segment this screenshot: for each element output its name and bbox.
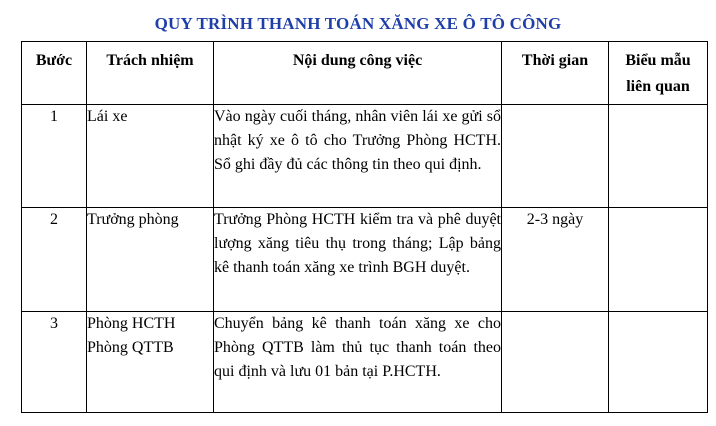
- form-cell: [609, 312, 708, 413]
- responsibility-cell: [87, 312, 214, 413]
- header-content: Nội dung công việc: [214, 42, 502, 105]
- step-cell: 2: [22, 208, 87, 312]
- header-responsibility: Trách nhiệm: [87, 42, 214, 105]
- table-row: [22, 208, 708, 312]
- header-step: Bước: [22, 42, 87, 105]
- responsibility-cell: [87, 208, 214, 312]
- content-cell: Vào ngày cuối tháng, nhân viên lái xe gửi sổ nhật ký xe ô tô cho Trưởng Phòng HCTH. Sổ ghi đầy đủ các thông tin theo qui định.: [214, 105, 502, 208]
- step-cell: 3: [22, 312, 87, 413]
- step-cell: 1: [22, 105, 87, 208]
- header-form-line2: liên quan: [626, 78, 690, 95]
- table-row: [22, 105, 708, 208]
- content-cell: Chuyển bảng kê thanh toán xăng xe cho Phòng QTTB làm thủ tục thanh toán theo qui định và lưu 01 bản tại P.HCTH.: [214, 312, 502, 413]
- responsibility-line: Trưởng phòng: [87, 211, 179, 228]
- header-form: [609, 42, 708, 105]
- document-title: QUY TRÌNH THANH TOÁN XĂNG XE Ô TÔ CÔNG: [154, 14, 562, 33]
- time-cell: [502, 312, 609, 413]
- form-cell: [609, 208, 708, 312]
- responsibility-line: Phòng HCTH: [87, 315, 176, 332]
- header-time: Thời gian: [502, 42, 609, 105]
- header-form-line1: Biểu mẫu: [625, 52, 691, 69]
- responsibility-cell: [87, 105, 214, 208]
- process-table: [21, 41, 708, 413]
- time-cell: [502, 105, 609, 208]
- time-cell: 2-3 ngày: [502, 208, 609, 312]
- table-header-row: [22, 42, 708, 105]
- responsibility-line: Phòng QTTB: [87, 339, 174, 356]
- table-row: [22, 312, 708, 413]
- responsibility-line: Lái xe: [87, 108, 128, 125]
- form-cell: [609, 105, 708, 208]
- content-cell: Trưởng Phòng HCTH kiểm tra và phê duyệt lượng xăng tiêu thụ trong tháng; Lập bảng kê thanh toán xăng xe trình BGH duyệt.: [214, 208, 502, 312]
